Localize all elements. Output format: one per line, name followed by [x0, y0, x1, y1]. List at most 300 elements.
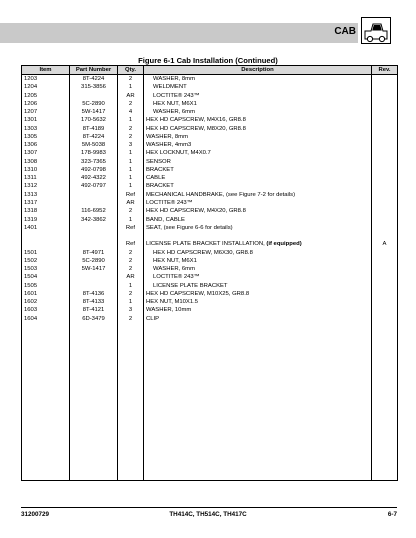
- cell-description: HEX NUT, M10X1.5: [144, 298, 372, 306]
- cell-qty: [118, 397, 144, 405]
- cell-description: [144, 447, 372, 455]
- footer-models: TH414C, TH514C, TH417C: [169, 511, 247, 518]
- cell-rev: [372, 191, 398, 199]
- cell-description: WELDMENT: [144, 83, 372, 91]
- cell-description: [144, 430, 372, 438]
- cell-description: [144, 331, 372, 339]
- cell-description: [144, 356, 372, 364]
- table-row: [22, 447, 398, 455]
- cell-part-number: 342-3862: [70, 216, 118, 224]
- cell-part-number: [70, 405, 118, 413]
- cell-qty: [118, 422, 144, 430]
- cell-part-number: 178-9983: [70, 149, 118, 157]
- cell-rev: [372, 216, 398, 224]
- cell-part-number: [70, 447, 118, 455]
- cell-description: [144, 471, 372, 480]
- cell-description: [144, 348, 372, 356]
- cell-qty: [118, 438, 144, 446]
- cell-item: 1504: [22, 273, 70, 281]
- cell-description: WASHER, 8mm: [144, 75, 372, 84]
- cell-qty: [118, 356, 144, 364]
- table-row: [22, 290, 398, 298]
- cell-item: [22, 323, 70, 331]
- cell-rev: [372, 166, 398, 174]
- parts-table: [21, 65, 398, 481]
- cell-description: [144, 364, 372, 372]
- cell-rev: [372, 306, 398, 314]
- cell-item: 1601: [22, 290, 70, 298]
- figure-title: Figure 6-1 Cab Installation (Continued): [138, 56, 278, 65]
- cell-item: [22, 438, 70, 446]
- cell-description: [144, 381, 372, 389]
- cell-rev: [372, 265, 398, 273]
- cell-part-number: [70, 92, 118, 100]
- cell-rev: [372, 463, 398, 471]
- cell-qty: [118, 430, 144, 438]
- cell-part-number: [70, 199, 118, 207]
- cell-item: [22, 339, 70, 347]
- cell-part-number: [70, 381, 118, 389]
- table-row: [22, 182, 398, 190]
- cell-description: LOCTITE® 243™: [144, 273, 372, 281]
- cell-part-number: [70, 389, 118, 397]
- cell-item: 1318: [22, 207, 70, 215]
- cell-part-number: 5C-2890: [70, 257, 118, 265]
- cell-qty: 1: [118, 182, 144, 190]
- cell-item: [22, 447, 70, 455]
- cell-description: HEX HD CAPSCREW, M6X30, GR8.8: [144, 249, 372, 257]
- cell-description: [144, 414, 372, 422]
- cell-rev: [372, 75, 398, 84]
- cell-item: [22, 455, 70, 463]
- cell-rev: [372, 141, 398, 149]
- cell-description: CABLE: [144, 174, 372, 182]
- table-row: [22, 240, 398, 248]
- cell-part-number: 6D-3479: [70, 315, 118, 323]
- cell-qty: 2: [118, 125, 144, 133]
- table-row: [22, 455, 398, 463]
- cell-rev: [372, 149, 398, 157]
- cell-description: [144, 438, 372, 446]
- table-row: [22, 199, 398, 207]
- cell-item: 1312: [22, 182, 70, 190]
- cell-description: [144, 339, 372, 347]
- cell-part-number: [70, 397, 118, 405]
- cell-qty: 2: [118, 100, 144, 108]
- cell-qty: [118, 463, 144, 471]
- cell-qty: 2: [118, 257, 144, 265]
- cell-item: [22, 331, 70, 339]
- cell-qty: 1: [118, 116, 144, 124]
- cell-qty: [118, 331, 144, 339]
- table-row: [22, 125, 398, 133]
- cell-part-number: 116-6952: [70, 207, 118, 215]
- cell-qty: [118, 364, 144, 372]
- cell-description: [144, 405, 372, 413]
- table-row: [22, 430, 398, 438]
- cell-qty: AR: [118, 199, 144, 207]
- table-row: [22, 133, 398, 141]
- table-row: [22, 75, 398, 84]
- cell-item: 1308: [22, 158, 70, 166]
- cell-item: 1204: [22, 83, 70, 91]
- cell-rev: [372, 438, 398, 446]
- description-note: (if equipped): [266, 241, 302, 248]
- cell-qty: 1: [118, 282, 144, 290]
- cell-qty: 1: [118, 174, 144, 182]
- table-row: [22, 339, 398, 347]
- cell-part-number: [70, 232, 118, 240]
- cell-part-number: [70, 430, 118, 438]
- cell-rev: [372, 249, 398, 257]
- cell-item: [22, 414, 70, 422]
- cell-part-number: [70, 224, 118, 232]
- cell-part-number: [70, 348, 118, 356]
- cell-rev: [372, 298, 398, 306]
- table-row: [22, 273, 398, 281]
- table-row: [22, 158, 398, 166]
- cell-rev: [372, 339, 398, 347]
- cell-description: SENSOR: [144, 158, 372, 166]
- table-row: [22, 108, 398, 116]
- cell-rev: [372, 83, 398, 91]
- cell-qty: 2: [118, 265, 144, 273]
- cell-item: 1307: [22, 149, 70, 157]
- cell-description: [144, 372, 372, 380]
- cell-rev: [372, 199, 398, 207]
- cell-rev: [372, 389, 398, 397]
- cell-item: 1501: [22, 249, 70, 257]
- cell-description: WASHER, 6mm: [144, 265, 372, 273]
- cell-part-number: 8T-4136: [70, 290, 118, 298]
- footer-doc-number: 31200729: [21, 511, 50, 518]
- table-row: [22, 191, 398, 199]
- section-title: CAB: [334, 26, 356, 37]
- cell-qty: 2: [118, 290, 144, 298]
- cell-item: 1301: [22, 116, 70, 124]
- cell-item: 1319: [22, 216, 70, 224]
- cell-item: [22, 348, 70, 356]
- cell-part-number: [70, 191, 118, 199]
- cell-item: 1313: [22, 191, 70, 199]
- footer-page-number: 6-7: [387, 511, 397, 518]
- cell-part-number: [70, 414, 118, 422]
- column-header-part-number: Part Number: [70, 66, 118, 75]
- cell-description: [144, 463, 372, 471]
- cell-rev: [372, 405, 398, 413]
- cell-rev: [372, 447, 398, 455]
- table-row: [22, 249, 398, 257]
- cell-description: [144, 422, 372, 430]
- cell-part-number: 8T-4971: [70, 249, 118, 257]
- table-row: [22, 315, 398, 323]
- cell-item: [22, 422, 70, 430]
- cell-part-number: [70, 463, 118, 471]
- cell-description: HEX NUT, M6X1: [144, 100, 372, 108]
- cell-description: [144, 389, 372, 397]
- cell-description: WASHER, 8mm: [144, 133, 372, 141]
- cell-rev: [372, 133, 398, 141]
- cell-qty: [118, 339, 144, 347]
- cell-qty: [118, 381, 144, 389]
- cell-rev: [372, 224, 398, 232]
- cell-part-number: 8T-4189: [70, 125, 118, 133]
- cell-description: WASHER, 4mm3: [144, 141, 372, 149]
- cell-qty: 1: [118, 158, 144, 166]
- cell-rev: [372, 348, 398, 356]
- cell-part-number: [70, 471, 118, 480]
- cell-description: MECHANICAL HANDBRAKE, (see Figure 7-2 for details): [144, 191, 372, 199]
- cell-item: [22, 397, 70, 405]
- cell-part-number: [70, 422, 118, 430]
- cell-rev: [372, 158, 398, 166]
- table-row: [22, 116, 398, 124]
- table-row: [22, 463, 398, 471]
- cell-qty: 3: [118, 141, 144, 149]
- cell-rev: [372, 331, 398, 339]
- cell-qty: 1: [118, 298, 144, 306]
- table-row: [22, 298, 398, 306]
- cell-qty: 2: [118, 249, 144, 257]
- cell-rev: [372, 397, 398, 405]
- cell-part-number: 492-0798: [70, 166, 118, 174]
- cell-rev: [372, 430, 398, 438]
- cell-qty: AR: [118, 92, 144, 100]
- cell-part-number: [70, 372, 118, 380]
- cell-description: LOCTITE® 243™: [144, 92, 372, 100]
- cell-rev: [372, 282, 398, 290]
- table-row: [22, 364, 398, 372]
- cell-part-number: 315-3856: [70, 83, 118, 91]
- cell-item: 1311: [22, 174, 70, 182]
- cell-item: [22, 381, 70, 389]
- cell-rev: [372, 455, 398, 463]
- cell-rev: [372, 422, 398, 430]
- cell-qty: Ref: [118, 240, 144, 248]
- cell-rev: [372, 381, 398, 389]
- cell-qty: [118, 447, 144, 455]
- table-row: [22, 381, 398, 389]
- cell-qty: 2: [118, 315, 144, 323]
- cell-description: [144, 397, 372, 405]
- table-row: [22, 331, 398, 339]
- cell-part-number: 5C-2890: [70, 100, 118, 108]
- cell-part-number: [70, 339, 118, 347]
- cell-rev: [372, 290, 398, 298]
- cell-rev: [372, 92, 398, 100]
- cell-description: CLIP: [144, 315, 372, 323]
- cell-item: 1317: [22, 199, 70, 207]
- cell-item: 1205: [22, 92, 70, 100]
- cell-qty: [118, 455, 144, 463]
- cell-item: 1306: [22, 141, 70, 149]
- cell-qty: [118, 323, 144, 331]
- table-row: [22, 438, 398, 446]
- cell-item: 1604: [22, 315, 70, 323]
- cell-qty: [118, 405, 144, 413]
- cell-item: 1206: [22, 100, 70, 108]
- column-header-rev: Rev.: [372, 66, 398, 75]
- cell-item: 1503: [22, 265, 70, 273]
- cell-qty: [118, 471, 144, 480]
- cell-part-number: 492-4322: [70, 174, 118, 182]
- cell-item: 1207: [22, 108, 70, 116]
- cell-rev: [372, 372, 398, 380]
- cell-rev: A: [372, 240, 398, 248]
- cell-qty: Ref: [118, 191, 144, 199]
- cell-item: 1603: [22, 306, 70, 314]
- cell-rev: [372, 257, 398, 265]
- cell-rev: [372, 182, 398, 190]
- cell-item: [22, 471, 70, 480]
- cell-part-number: 5M-5038: [70, 141, 118, 149]
- cell-description: HEX HD CAPSCREW, M8X20, GR8.8: [144, 125, 372, 133]
- cell-part-number: 8T-4133: [70, 298, 118, 306]
- table-row: [22, 422, 398, 430]
- cell-rev: [372, 471, 398, 480]
- cell-rev: [372, 323, 398, 331]
- cell-item: [22, 240, 70, 248]
- cab-machine-icon: [361, 17, 391, 44]
- cell-item: 1401: [22, 224, 70, 232]
- cell-description: BRACKET: [144, 182, 372, 190]
- cell-description: LOCTITE® 243™: [144, 199, 372, 207]
- cell-description: [144, 323, 372, 331]
- cell-description: BAND, CABLE: [144, 216, 372, 224]
- section-header-bar: [0, 23, 358, 43]
- cell-item: [22, 364, 70, 372]
- cell-item: 1310: [22, 166, 70, 174]
- cell-qty: 2: [118, 207, 144, 215]
- cell-item: 1502: [22, 257, 70, 265]
- cell-description: LICENSE PLATE BRACKET: [144, 282, 372, 290]
- cell-qty: [118, 232, 144, 240]
- cell-item: 1305: [22, 133, 70, 141]
- cell-rev: [372, 232, 398, 240]
- cell-qty: 1: [118, 216, 144, 224]
- cell-part-number: 8T-4224: [70, 75, 118, 84]
- cell-qty: 2: [118, 75, 144, 84]
- table-row: [22, 389, 398, 397]
- table-row: [22, 83, 398, 91]
- cell-description: HEX HD CAPSCREW, M10X25, GR8.8: [144, 290, 372, 298]
- cell-rev: [372, 364, 398, 372]
- cell-part-number: [70, 438, 118, 446]
- cell-item: 1303: [22, 125, 70, 133]
- table-row: [22, 216, 398, 224]
- cell-part-number: 492-0797: [70, 182, 118, 190]
- cell-description: [144, 240, 372, 248]
- cell-rev: [372, 356, 398, 364]
- cell-item: [22, 389, 70, 397]
- cell-description: HEX NUT, M6X1: [144, 257, 372, 265]
- table-row: [22, 471, 398, 480]
- table-row: [22, 100, 398, 108]
- column-header-item: Item: [22, 66, 70, 75]
- cell-rev: [372, 414, 398, 422]
- cell-item: [22, 232, 70, 240]
- cell-description: HEX HD CAPSCREW, M4X20, GR8.8: [144, 207, 372, 215]
- cell-rev: [372, 174, 398, 182]
- table-row: [22, 224, 398, 232]
- cell-qty: 1: [118, 83, 144, 91]
- cell-part-number: 8T-4224: [70, 133, 118, 141]
- cell-part-number: [70, 364, 118, 372]
- cell-rev: [372, 315, 398, 323]
- table-row: [22, 149, 398, 157]
- cell-qty: 1: [118, 166, 144, 174]
- cell-part-number: [70, 455, 118, 463]
- cell-item: [22, 430, 70, 438]
- cell-qty: 2: [118, 133, 144, 141]
- cell-part-number: 8T-4121: [70, 306, 118, 314]
- cell-qty: 1: [118, 149, 144, 157]
- table-row: [22, 257, 398, 265]
- column-header-description: Description: [144, 66, 372, 75]
- cell-description: HEX HD CAPSCREW, M4X16, GR8.8: [144, 116, 372, 124]
- table-row: [22, 414, 398, 422]
- cell-item: [22, 356, 70, 364]
- table-row: [22, 405, 398, 413]
- cell-part-number: 323-7365: [70, 158, 118, 166]
- table-row: [22, 207, 398, 215]
- cell-rev: [372, 116, 398, 124]
- table-row: [22, 348, 398, 356]
- cell-qty: [118, 389, 144, 397]
- cell-qty: [118, 348, 144, 356]
- table-row: [22, 356, 398, 364]
- cell-qty: 4: [118, 108, 144, 116]
- footer-divider: [21, 507, 397, 508]
- table-row: [22, 282, 398, 290]
- parts-table-body: [22, 75, 398, 481]
- cell-item: [22, 463, 70, 471]
- table-row: [22, 174, 398, 182]
- cell-part-number: [70, 282, 118, 290]
- cell-rev: [372, 100, 398, 108]
- cell-description: WASHER, 6mm: [144, 108, 372, 116]
- table-row: [22, 166, 398, 174]
- cell-rev: [372, 108, 398, 116]
- cell-qty: AR: [118, 273, 144, 281]
- cell-item: 1505: [22, 282, 70, 290]
- cell-rev: [372, 125, 398, 133]
- cell-description: WASHER, 10mm: [144, 306, 372, 314]
- cell-part-number: 5W-1417: [70, 265, 118, 273]
- cell-item: 1602: [22, 298, 70, 306]
- table-row: [22, 397, 398, 405]
- cell-part-number: [70, 273, 118, 281]
- table-row: [22, 265, 398, 273]
- cell-qty: Ref: [118, 224, 144, 232]
- cell-rev: [372, 273, 398, 281]
- table-header-row: [22, 66, 398, 75]
- table-row: [22, 92, 398, 100]
- cell-qty: [118, 414, 144, 422]
- cell-part-number: [70, 323, 118, 331]
- cell-part-number: [70, 240, 118, 248]
- description-text: LICENSE PLATE BRACKET INSTALLATION,: [146, 241, 267, 248]
- cell-item: [22, 372, 70, 380]
- table-row: [22, 232, 398, 240]
- cell-qty: [118, 372, 144, 380]
- cell-part-number: 5W-1417: [70, 108, 118, 116]
- cell-part-number: [70, 356, 118, 364]
- cell-description: BRACKET: [144, 166, 372, 174]
- table-row: [22, 306, 398, 314]
- cell-part-number: 170-5632: [70, 116, 118, 124]
- cell-part-number: [70, 331, 118, 339]
